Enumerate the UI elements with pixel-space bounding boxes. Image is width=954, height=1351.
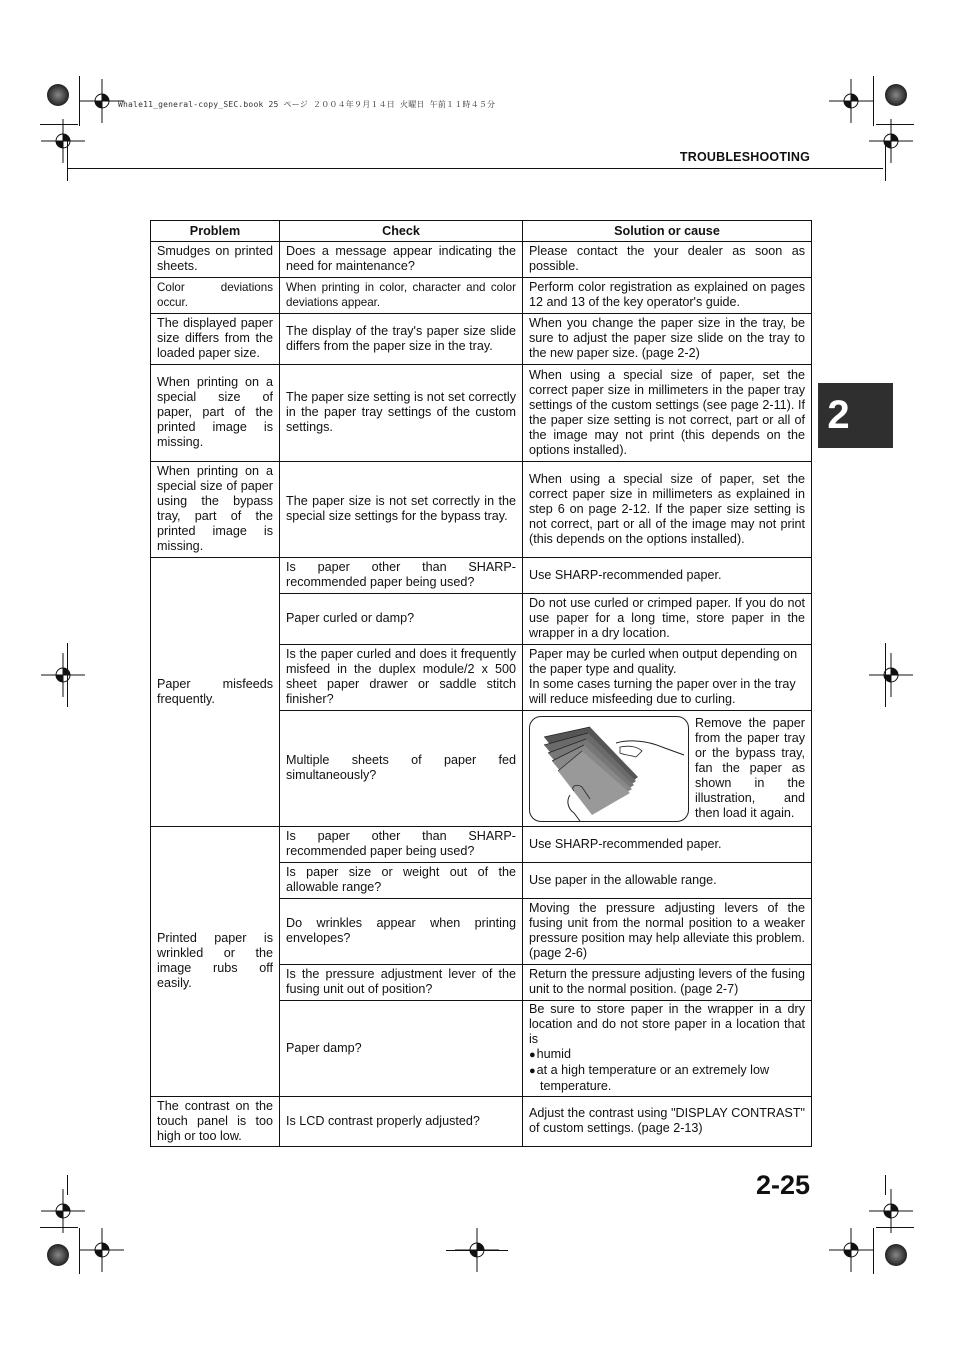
check-cell: Is paper other than SHARP-recommended paper being used?: [280, 827, 523, 863]
problem-cell: The displayed paper size differs from the loaded paper size.: [151, 314, 280, 365]
chapter-number: 2: [827, 393, 850, 437]
crosshair-icon: [80, 1228, 124, 1272]
solution-cell: Use SHARP-recommended paper.: [523, 558, 812, 594]
check-cell: When printing in color, character and color deviations appear.: [280, 278, 523, 314]
crosshair-icon: [869, 119, 913, 163]
solution-cell: Do not use curled or crimped paper. If you do not use paper for a long time, store paper in the wrapper in a dry location.: [523, 594, 812, 645]
solution-cell: [523, 711, 812, 827]
check-cell: Multiple sheets of paper fed simultaneously?: [280, 711, 523, 827]
header-check: Check: [280, 221, 523, 242]
solution-cell: When you change the paper size in the tray, be sure to adjust the paper size slide on the tray to the new paper size. (page 2-2): [523, 314, 812, 365]
problem-cell: Paper misfeeds frequently.: [151, 558, 280, 827]
troubleshooting-table: [150, 220, 812, 1147]
registration-circle-icon: [47, 1244, 69, 1266]
fanning-paper-icon: [530, 717, 688, 821]
check-cell: Paper damp?: [280, 1001, 523, 1097]
check-cell: Is paper other than SHARP-recommended paper being used?: [280, 558, 523, 594]
check-cell: The paper size is not set correctly in the special size settings for the bypass tray.: [280, 462, 523, 558]
fan-instructions: Remove the paper from the paper tray or the bypass tray, fan the paper as shown in the illustration, and then load it again.: [695, 716, 805, 820]
check-cell: Is paper size or weight out of the allowable range?: [280, 863, 523, 899]
section-title: TROUBLESHOOTING: [679, 150, 810, 164]
problem-cell: Smudges on printed sheets.: [151, 242, 280, 278]
solution-line: Be sure to store paper in the wrapper in a dry location and do not store paper in a location that is: [529, 1002, 805, 1046]
file-slug: Whale11_general-copy_SEC.book 25 ページ ２００４年９月１４日 火曜日 午前１１時４５分: [118, 100, 496, 109]
header-rule: [68, 168, 883, 169]
crosshair-icon: [41, 653, 85, 697]
check-cell: Paper curled or damp?: [280, 594, 523, 645]
table-header-row: [151, 221, 812, 242]
check-cell: The display of the tray's paper size slide differs from the paper size in the tray.: [280, 314, 523, 365]
problem-cell: The contrast on the touch panel is too high or too low.: [151, 1097, 280, 1147]
registration-circle-icon: [47, 84, 69, 106]
bullet-item: ● humid: [529, 1047, 805, 1063]
solution-cell: Please contact the your dealer as soon as possible.: [523, 242, 812, 278]
solution-cell: When using a special size of paper, set the correct paper size in millimeters as explained in step 6 on page 2-12. If the paper size setting is not correct, part or all of the image may not print (this depends on the options installed).: [523, 462, 812, 558]
solution-cell: Use paper in the allowable range.: [523, 863, 812, 899]
header-problem: Problem: [151, 221, 280, 242]
solution-cell: Moving the pressure adjusting levers of the fusing unit from the normal position to a weaker pressure position may help alleviate this problem. (page 2-6): [523, 899, 812, 965]
registration-circle-icon: [885, 84, 907, 106]
problem-cell: Color deviations occur.: [151, 278, 280, 314]
table-row: [151, 827, 812, 863]
problem-cell: Printed paper is wrinkled or the image rubs off easily.: [151, 827, 280, 1097]
solution-cell: Return the pressure adjusting levers of the fusing unit to the normal position. (page 2-7): [523, 965, 812, 1001]
registration-circle-icon: [885, 1244, 907, 1266]
check-cell: Do wrinkles appear when printing envelopes?: [280, 899, 523, 965]
chapter-tab: [818, 383, 893, 448]
crosshair-icon: [41, 119, 85, 163]
check-cell: Is the paper curled and does it frequently misfeed in the duplex module/2 x 500 sheet paper drawer or saddle stitch finisher?: [280, 645, 523, 711]
table-row: [151, 242, 812, 278]
solution-cell: Adjust the contrast using "DISPLAY CONTRAST" of custom settings. (page 2-13): [523, 1097, 812, 1147]
check-cell: Is LCD contrast properly adjusted?: [280, 1097, 523, 1147]
table-row: [151, 365, 812, 462]
check-cell: Does a message appear indicating the need for maintenance?: [280, 242, 523, 278]
solution-line: Paper may be curled when output depending on the paper type and quality.: [529, 647, 798, 676]
solution-cell: [523, 1001, 812, 1097]
fan-paper-illustration: [529, 716, 689, 822]
bullet-item: ● at a high temperature or an extremely low temperature.: [529, 1063, 805, 1094]
problem-cell: When printing on a special size of paper using the bypass tray, part of the printed image is missing.: [151, 462, 280, 558]
crosshair-icon: [829, 79, 873, 123]
problem-cell: When printing on a special size of paper, part of the printed image is missing.: [151, 365, 280, 462]
table-row: [151, 278, 812, 314]
table-row: [151, 314, 812, 365]
table-row: [151, 558, 812, 594]
solution-cell: When using a special size of paper, set the correct paper size in millimeters in the paper tray settings of the custom settings (see page 2-11). If the paper size setting is not correct, part or all of the image may not print (this depends on the options installed).: [523, 365, 812, 462]
solution-line: In some cases turning the paper over in the tray will reduce misfeeding due to curling.: [529, 677, 796, 706]
table-row: [151, 462, 812, 558]
solution-cell: Perform color registration as explained on pages 12 and 13 of the key operator's guide.: [523, 278, 812, 314]
page-number: 2-25: [755, 1170, 810, 1200]
check-cell: Is the pressure adjustment lever of the fusing unit out of position?: [280, 965, 523, 1001]
check-cell: The paper size setting is not set correctly in the paper tray settings of the custom settings.: [280, 365, 523, 462]
solution-cell: Use SHARP-recommended paper.: [523, 827, 812, 863]
solution-cell: [523, 645, 812, 711]
crosshair-icon: [869, 653, 913, 697]
header-solution: Solution or cause: [523, 221, 812, 242]
table-row: [151, 1097, 812, 1147]
crosshair-icon: [829, 1228, 873, 1272]
